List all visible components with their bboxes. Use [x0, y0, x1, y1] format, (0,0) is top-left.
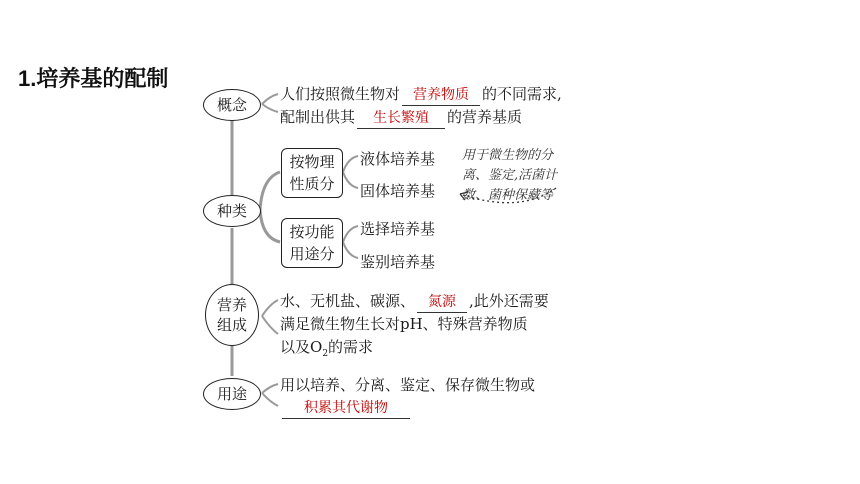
uses-node-label: 用途 — [216, 385, 247, 403]
concept-line-1 — [280, 83, 562, 106]
uses-node — [203, 378, 261, 410]
note-line-1: 用于微生物的分 — [462, 148, 554, 163]
concept-answer-growth: 生长繁殖 — [357, 107, 445, 129]
liquid-medium: 液体培养基 — [360, 150, 436, 168]
concept-line2-post: 的营养基质 — [447, 108, 523, 126]
physical-line-1: 按物理 — [289, 153, 335, 171]
composition-answer-nitrogen: 氮源 — [417, 291, 467, 313]
oxygen-subscript: 2 — [322, 349, 329, 359]
concept-line1-post: 的不同需求, — [482, 85, 562, 103]
composition-line-2: 满足微生物生长对pH、特殊营养物质 — [280, 315, 528, 333]
differential-medium: 鉴别培养基 — [360, 253, 436, 271]
composition-line1-pre: 水、无机盐、碳源、 — [280, 292, 416, 310]
composition-line3-post: 的需求 — [328, 338, 374, 356]
functional-line-1: 按功能 — [289, 223, 335, 241]
uses-line-1: 用以培养、分离、鉴定、保存微生物或 — [280, 376, 536, 394]
composition-node-line-1: 营养 — [216, 296, 247, 314]
uses-answer-metabolites: 积累其代谢物 — [282, 397, 410, 419]
types-node-label: 种类 — [216, 202, 247, 220]
types-node — [203, 195, 261, 227]
composition-line-3 — [280, 336, 373, 359]
concept-line-2 — [280, 106, 522, 129]
physical-line-2: 性质分 — [289, 175, 335, 193]
composition-node — [205, 284, 259, 346]
selective-medium: 选择培养基 — [360, 220, 436, 238]
composition-node-line-2: 组成 — [216, 316, 247, 334]
handwritten-note — [462, 146, 557, 206]
solid-medium: 固体培养基 — [360, 182, 436, 200]
concept-node-label: 概念 — [216, 96, 247, 114]
note-line-2: 离、鉴定,活菌计 — [462, 168, 558, 183]
concept-line1-pre: 人们按照微生物对 — [280, 85, 401, 103]
functional-line-2: 用途分 — [289, 245, 335, 263]
concept-answer-nutrients: 营养物质 — [402, 84, 480, 106]
composition-line-1 — [280, 290, 549, 313]
composition-line3-pre: 以及O — [280, 338, 323, 356]
physical-property-box — [281, 148, 343, 198]
concept-node — [203, 89, 261, 121]
functional-use-box — [281, 218, 343, 268]
slide-title: 1.培养基的配制 — [18, 66, 169, 91]
composition-line1-post: ,此外还需要 — [469, 292, 549, 310]
note-line-3: 数、菌种保藏等 — [462, 188, 554, 203]
concept-line2-pre: 配制出供其 — [280, 108, 356, 126]
